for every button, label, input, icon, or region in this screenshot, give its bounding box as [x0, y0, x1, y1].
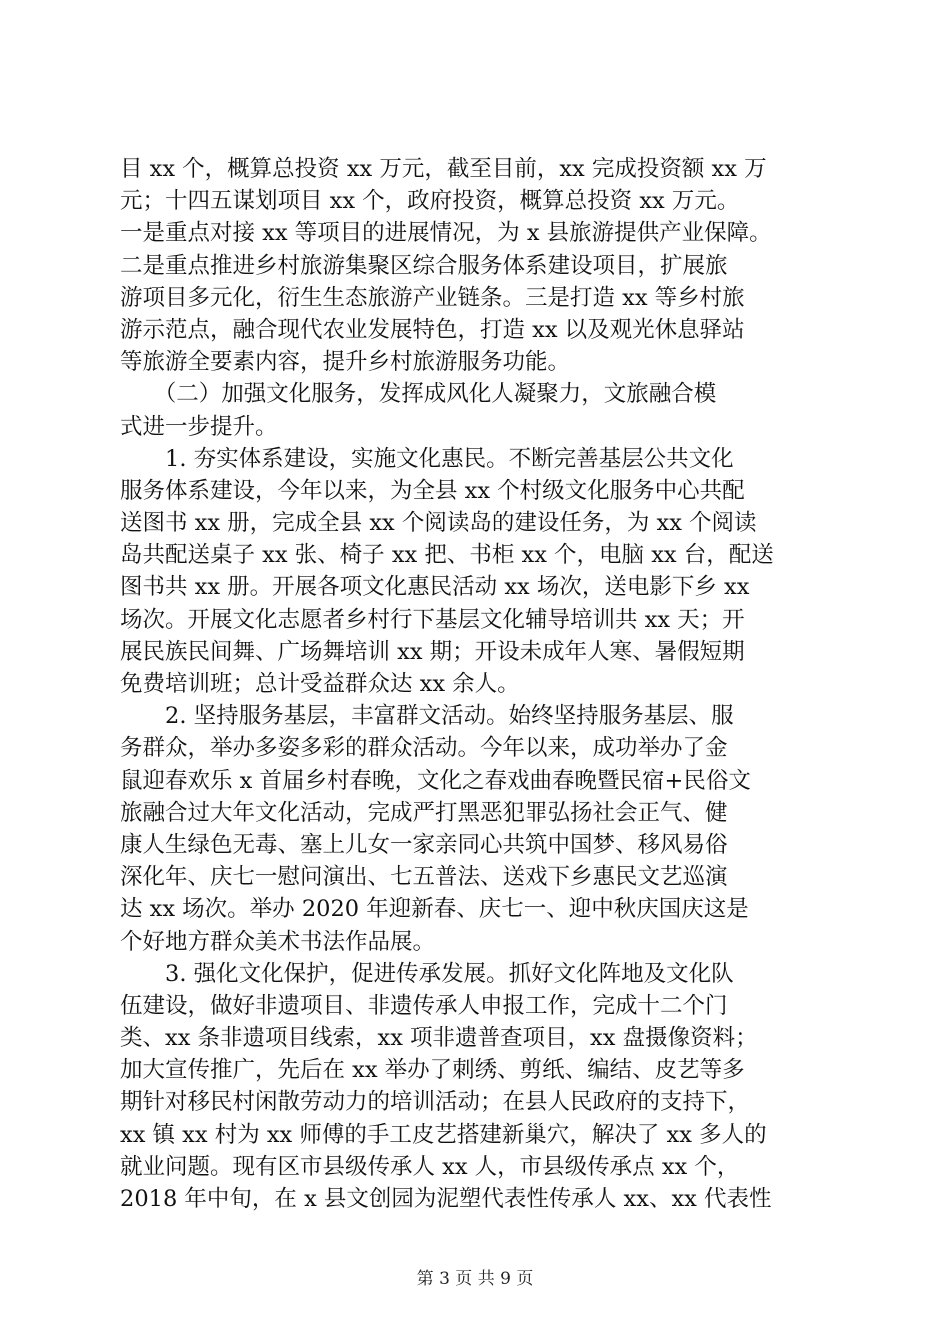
text-line: 目 xx 个，概算总投资 xx 万元，截至目前，xx 完成投资额 xx 万 — [120, 156, 767, 182]
text-line: 元；十四五谋划项目 xx 个，政府投资，概算总投资 xx 万元。 — [120, 188, 740, 215]
text-line: 达 xx 场次。举办 2020 年迎新春、庆七一、迎中秋庆国庆这是 — [120, 896, 749, 923]
text-line: 1. 夯实体系建设，实施文化惠民。不断完善基层公共文化 — [120, 445, 734, 472]
body-text — [120, 153, 832, 1215]
text-line: 展民族民间舞、广场舞培训 xx 期；开设未成年人寒、暑假短期 — [120, 638, 745, 665]
page-number-footer: 第 3 页 共 9 页 — [416, 1269, 534, 1289]
text-line: 期针对移民村闲散劳动力的培训活动；在县人民政府的支持下， — [120, 1089, 751, 1116]
text-line: 等旅游全要素内容，提升乡村旅游服务功能。 — [120, 349, 571, 376]
text-line: 深化年、庆七一慰问演出、七五普法、送戏下乡惠民文艺巡演 — [120, 864, 728, 891]
text-line: 一是重点对接 xx 等项目的进展情况，为 x 县旅游提供产业保障。 — [120, 220, 772, 247]
text-line: 鼠迎春欢乐 x 首届乡村春晚，文化之春戏曲春晚暨民宿+民俗文 — [120, 767, 751, 794]
text-line: 个好地方群众美术书法作品展。 — [120, 928, 436, 955]
text-line: 服务体系建设，今年以来，为全县 xx 个村级文化服务中心共配 — [120, 477, 745, 504]
text-line: 伍建设，做好非遗项目、非遗传承人申报工作，完成十二个门 — [120, 992, 728, 1019]
text-line: 旅融合过大年文化活动，完成严打黑恶犯罪弘扬社会正气、健 — [120, 799, 728, 826]
text-line: 二是重点推进乡村旅游集聚区综合服务体系建设项目，扩展旅 — [120, 252, 728, 279]
text-line: 加大宣传推广，先后在 xx 举办了刺绣、剪纸、编结、皮艺等多 — [120, 1057, 745, 1084]
text-line: 务群众，举办多姿多彩的群众活动。今年以来，成功举办了金 — [120, 735, 728, 762]
text-line: 免费培训班；总计受益群众达 xx 余人。 — [120, 671, 520, 697]
text-line: 游项目多元化，衍生生态旅游产业链条。三是打造 xx 等乡村旅 — [120, 284, 745, 311]
section-heading-line: （二）加强文化服务，发挥成风化人凝聚力，文旅融合模 — [120, 381, 717, 408]
text-line: 2018 年中旬，在 x 县文创园为泥塑代表性传承人 xx、xx 代表性 — [120, 1186, 772, 1212]
text-line: 3. 强化文化保护，促进传承发展。抓好文化阵地及文化队 — [120, 960, 734, 987]
text-line: 2. 坚持服务基层，丰富群文活动。始终坚持服务基层、服 — [120, 703, 734, 730]
text-line: 康人生绿色无毒、塞上儿女一家亲同心共筑中国梦、移风易俗 — [120, 831, 728, 858]
text-line: 类、xx 条非遗项目线索，xx 项非遗普查项目，xx 盘摄像资料； — [120, 1025, 758, 1052]
section-heading-line: 式进一步提升。 — [120, 413, 278, 440]
text-line: 送图书 xx 册，完成全县 xx 个阅读岛的建设任务，为 xx 个阅读 — [120, 510, 757, 537]
text-line: 图书共 xx 册。开展各项文化惠民活动 xx 场次，送电影下乡 xx — [120, 574, 750, 601]
text-line: xx 镇 xx 村为 xx 师傅的手工皮艺搭建新巢穴，解决了 xx 多人的 — [120, 1121, 767, 1148]
text-line: 场次。开展文化志愿者乡村行下基层文化辅导培训共 xx 天；开 — [120, 606, 745, 633]
text-line: 游示范点，融合现代农业发展特色，打造 xx 以及观光休息驿站 — [120, 316, 745, 343]
text-line: 就业问题。现有区市县级传承人 xx 人，市县级传承点 xx 个， — [120, 1153, 740, 1180]
text-line: 岛共配送桌子 xx 张、椅子 xx 把、书柜 xx 个，电脑 xx 台，配送 — [120, 542, 774, 569]
